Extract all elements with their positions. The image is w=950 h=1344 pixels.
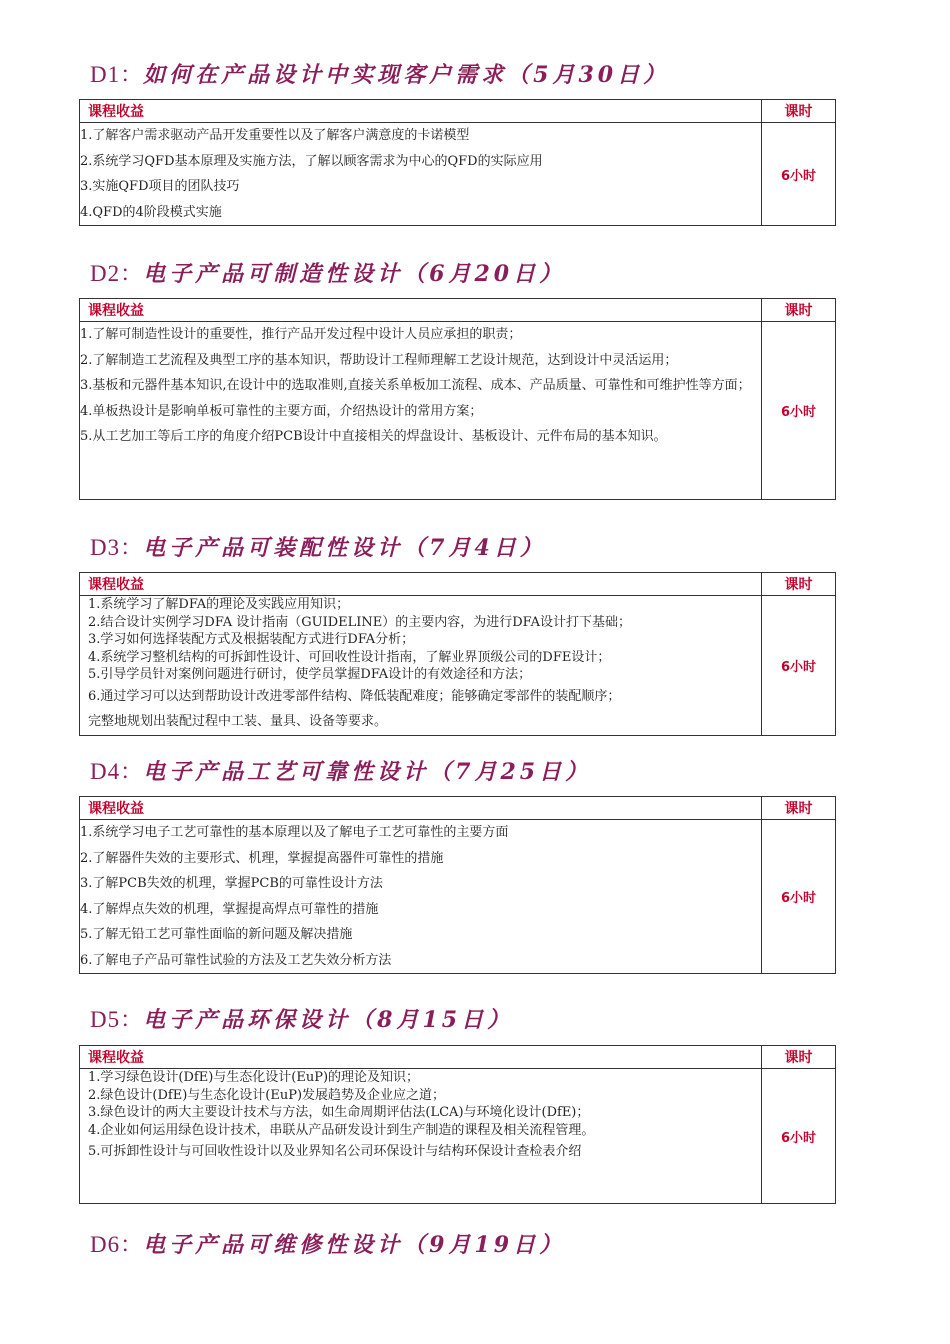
section-title-d5 (90, 1003, 513, 1034)
list-item: 5.从工艺加工等后工序的角度介绍PCB设计中直接相关的焊盘设计、基板设计、元件布局的基本知识。 (80, 429, 667, 444)
hours-header: 课时 (762, 797, 836, 820)
hours-value: 6小时 (762, 596, 836, 736)
section-separator: ： (120, 760, 144, 785)
list-item: 1.学习绿色设计(DfE)与生态化设计(EuP)的理论及知识； (88, 1070, 420, 1085)
benefit-list (80, 596, 762, 736)
benefit-list (80, 123, 762, 226)
table-header-row (80, 797, 836, 820)
section-code: D2 (90, 261, 121, 286)
hours-value: 6小时 (762, 820, 836, 974)
list-item: 1.了解可制造性设计的重要性，推行产品开发过程中设计人员应承担的职责； (80, 327, 522, 342)
list-item: 2.系统学习QFD基本原理及实施方法，了解以顾客需求为中心的QFD的实际应用 (80, 153, 543, 169)
benefit-list (80, 820, 762, 974)
section-code: D4 (90, 759, 121, 784)
list-item: 3.了解PCB失效的机理，掌握PCB的可靠性设计方法 (80, 876, 383, 891)
hours-header: 课时 (762, 100, 836, 123)
benefit-header: 课程收益 (80, 1046, 762, 1069)
list-item: 4.了解焊点失效的机理，掌握提高焊点可靠性的措施 (80, 901, 379, 917)
list-item: 4.系统学习整机结构的可拆卸性设计、可回收性设计指南，了解业界顶级公司的DFE设计； (88, 649, 611, 665)
table-row (80, 322, 836, 500)
benefit-header: 课程收益 (80, 100, 762, 123)
list-item: 6.了解电子产品可靠性试验的方法及工艺失效分析方法 (80, 952, 392, 968)
hours-value: 6小时 (762, 123, 836, 226)
list-item: 5.引导学员针对案例问题进行研讨，使学员掌握DFA设计的有效途径和方法； (88, 667, 532, 682)
section-separator: ： (120, 536, 144, 561)
hours-value: 6小时 (762, 322, 836, 500)
list-item: 3.绿色设计的两大主要设计技术与方法，如生命周期评估法(LCA)与环境化设计(DfE)； (88, 1105, 590, 1120)
list-item: 完整地规划出装配过程中工装、量具、设备等要求。 (88, 713, 388, 729)
section-name: 电子产品可装配性设计（7月4日） (143, 535, 546, 561)
section-name: 电子产品可制造性设计（6月20日） (143, 261, 566, 287)
course-table-d4 (79, 796, 836, 974)
table-row (80, 1069, 836, 1204)
list-item: 2.了解制造工艺流程及典型工序的基本知识，帮助设计工程师理解工艺设计规范，达到设计中灵活运用； (80, 352, 678, 368)
table-header-row (80, 100, 836, 123)
list-item: 1.系统学习了解DFA的理论及实践应用知识； (88, 597, 350, 612)
section-code: D5 (90, 1007, 121, 1032)
course-table-d1 (79, 99, 836, 226)
hours-header: 课时 (762, 573, 836, 596)
list-item: 4.QFD的4阶段模式实施 (80, 204, 222, 220)
benefit-header: 课程收益 (80, 299, 762, 322)
hours-header: 课时 (762, 1046, 836, 1069)
course-table-d5 (79, 1045, 836, 1204)
section-title-d1 (90, 58, 669, 89)
list-item: 3.基板和元器件基本知识,在设计中的选取准则,直接关系单板加工流程、成本、产品质量、可靠性和可维护性等方面； (80, 378, 751, 393)
section-code: D6 (90, 1232, 121, 1257)
list-item: 6.通过学习可以达到帮助设计改进零部件结构、降低装配难度；能够确定零部件的装配顺序； (88, 688, 621, 704)
section-name: 电子产品环保设计（8月15日） (143, 1007, 514, 1033)
table-row (80, 596, 836, 736)
section-name: 如何在产品设计中实现客户需求（5月30日） (143, 62, 670, 88)
section-title-d2 (90, 257, 565, 288)
benefit-header: 课程收益 (80, 573, 762, 596)
section-title-d3 (90, 531, 546, 562)
list-item: 3.学习如何选择装配方式及根据装配方式进行DFA分析； (88, 632, 415, 647)
list-item: 2.结合设计实例学习DFA 设计指南（GUIDELINE）的主要内容，为进行DFA设计打下基础； (88, 614, 631, 630)
list-item: 5.可拆卸性设计与可回收性设计以及业界知名公司环保设计与结构环保设计查检表介绍 (88, 1144, 582, 1159)
benefit-list (80, 1069, 762, 1204)
table-header-row (80, 299, 836, 322)
hours-header: 课时 (762, 299, 836, 322)
list-item: 4.企业如何运用绿色设计技术，串联从产品研发设计到生产制造的课程及相关流程管理。 (88, 1122, 595, 1138)
section-title-d4 (90, 755, 591, 786)
section-separator: ： (120, 1008, 144, 1033)
section-name: 电子产品工艺可靠性设计（7月25日） (143, 759, 592, 785)
table-row (80, 123, 836, 226)
list-item: 2.了解器件失效的主要形式、机理，掌握提高器件可靠性的措施 (80, 850, 444, 866)
list-item: 2.绿色设计(DfE)与生态化设计(EuP)发展趋势及企业应之道； (88, 1087, 446, 1103)
list-item: 4.单板热设计是影响单板可靠性的主要方面，介绍热设计的常用方案； (80, 403, 483, 419)
section-separator: ： (120, 63, 144, 88)
table-header-row (80, 573, 836, 596)
section-code: D3 (90, 535, 121, 560)
list-item: 1.系统学习电子工艺可靠性的基本原理以及了解电子工艺可靠性的主要方面 (80, 825, 509, 840)
benefit-list (80, 322, 762, 500)
hours-value: 6小时 (762, 1069, 836, 1204)
list-item: 1.了解客户需求驱动产品开发重要性以及了解客户满意度的卡诺模型 (80, 128, 470, 143)
section-name: 电子产品可维修性设计（9月19日） (143, 1232, 566, 1258)
section-title-d6 (90, 1228, 565, 1259)
section-separator: ： (120, 262, 144, 287)
table-header-row (80, 1046, 836, 1069)
course-table-d3 (79, 572, 836, 736)
benefit-header: 课程收益 (80, 797, 762, 820)
section-separator: ： (120, 1233, 144, 1258)
list-item: 3.实施QFD项目的团队技巧 (80, 179, 240, 194)
section-code: D1 (90, 62, 121, 87)
table-row (80, 820, 836, 974)
course-table-d2 (79, 298, 836, 500)
list-item: 5.了解无铅工艺可靠性面临的新问题及解决措施 (80, 927, 353, 942)
